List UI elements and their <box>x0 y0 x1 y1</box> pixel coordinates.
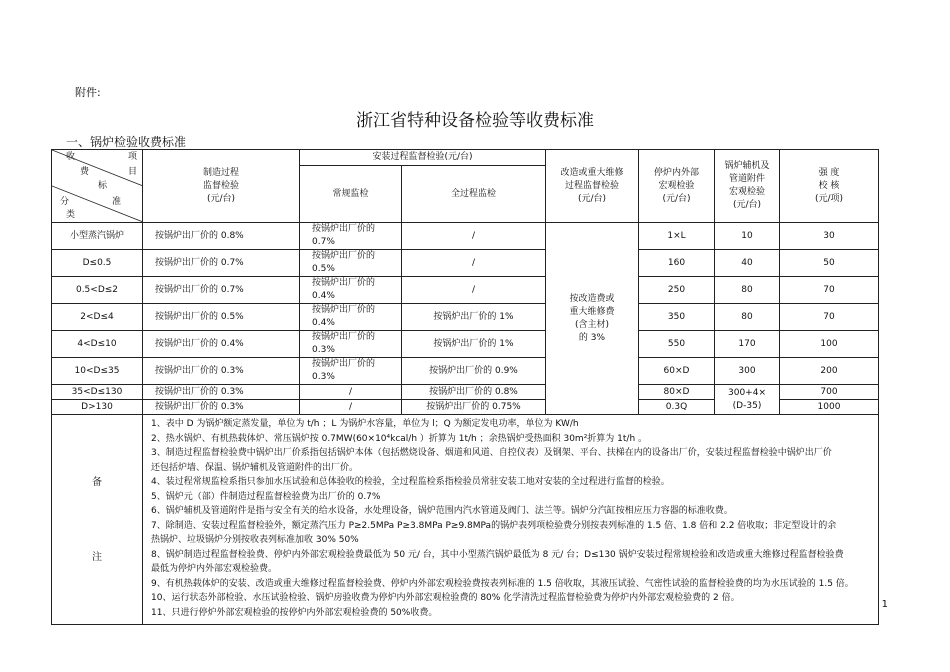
category-cell: 2<D≤4 <box>52 304 143 331</box>
category-cell: 35<D≤130 <box>52 385 143 400</box>
table-corner-cell <box>52 150 143 223</box>
regular-cell: 按锅炉出厂价的 0.4% <box>300 277 402 304</box>
strength-cell: 1000 <box>780 400 879 415</box>
manufacture-cell: 按锅炉出厂价的 0.3% <box>143 400 300 415</box>
aux-cell: 300 <box>715 358 780 385</box>
table-row <box>52 358 879 385</box>
full-cell: 按锅炉出厂价的 0.8% <box>402 385 546 400</box>
corner-label: 类 <box>66 210 76 220</box>
category-cell: 10<D≤35 <box>52 358 143 385</box>
full-cell: / <box>402 277 546 304</box>
full-cell: / <box>402 250 546 277</box>
fee-table <box>51 149 879 625</box>
regular-cell: 按锅炉出厂价的 0.4% <box>300 304 402 331</box>
aux-cell: 170 <box>715 331 780 358</box>
shutdown-cell: 1×L <box>639 223 715 250</box>
note-line: 9、有机热载体炉的安装、改造或重大维修过程监督检验费、停炉内外部宏观检验费按表列标准的 1.5 倍收取，其液压试验、气密性试验的监督检验费的均为水压试验的 1.5 倍。 <box>151 578 854 589</box>
full-cell: 按锅炉出厂价的 0.75% <box>402 400 546 415</box>
header-repair: 改造或重大维修 过程监督检验 (元/台) <box>546 150 639 223</box>
shutdown-cell: 0.3Q <box>639 400 715 415</box>
manufacture-cell: 按锅炉出厂价的 0.7% <box>143 277 300 304</box>
full-cell: 按锅炉出厂价的 1% <box>402 304 546 331</box>
table-row <box>52 385 879 400</box>
note-line: 6、锅炉辅机及管道附件是指与安全有关的给水设备，水处理设备，锅炉范围内汽水管道及阀门、法兰等。锅炉分汽缸按相应压力容器的标准收费。 <box>151 506 733 516</box>
category-cell: 0.5<D≤2 <box>52 277 143 304</box>
table-row <box>52 331 879 358</box>
note-line: 8、锅炉制造过程监督检验费、停炉内外部宏观检验费最低为 50 元/ 台，其中小型蒸汽锅炉最低为 8 元/ 台；D≤130 锅炉安装过程常规检验和改造或重大维修过程监督检验费 <box>151 549 844 560</box>
manufacture-cell: 按锅炉出厂价的 0.8% <box>143 223 300 250</box>
header-full: 全过程监检 <box>402 166 546 223</box>
shutdown-cell: 550 <box>639 331 715 358</box>
strength-cell: 70 <box>780 277 879 304</box>
full-cell: / <box>402 223 546 250</box>
shutdown-cell: 160 <box>639 250 715 277</box>
section-heading: 一、锅炉检验收费标准 <box>66 135 187 149</box>
full-cell: 按锅炉出厂价的 0.9% <box>402 358 546 385</box>
category-cell: D≤0.5 <box>52 250 143 277</box>
note-line: 2、热水锅炉、有机热载体炉、常压锅炉按 0.7MW(60×10⁴kcal/h ）折算为 1t/h ；余热锅炉受热面积 30m²折算为 1t/h 。 <box>151 433 648 444</box>
header-shutdown: 停炉内外部 宏观检验 (元/台) <box>639 150 715 223</box>
shutdown-cell: 350 <box>639 304 715 331</box>
aux-cell: 10 <box>715 223 780 250</box>
corner-label: 准 <box>112 197 122 207</box>
note-line: 7、除制造、安装过程监督检验外，额定蒸汽压力 P≥2.5MPa P≥3.8MPa P≥9.8MPa的锅炉表列项检验费分别按表列标准的 1.5 倍、1.8 倍和 2.2 倍收取；非定型设计的余 <box>151 520 837 531</box>
note-line: 4、装过程常规监检系指只参加水压试验和总体验收的检验，全过程监检系指检验员常驻安装工地对安装的全过程进行监督的检验。 <box>151 477 670 487</box>
header-install-group: 安装过程监督检验(元/台) <box>300 150 546 166</box>
manufacture-cell: 按锅炉出厂价的 0.3% <box>143 358 300 385</box>
header-aux: 锅炉辅机及 管道附件 宏观检验 (元/台) <box>715 150 780 223</box>
category-cell: 4<D≤10 <box>52 331 143 358</box>
full-cell: 按锅炉出厂价的 1% <box>402 331 546 358</box>
page-title: 浙江省特种设备检验等收费标准 <box>356 111 594 131</box>
table-row <box>52 223 879 250</box>
aux-cell: 80 <box>715 277 780 304</box>
note-line: 10、运行状态外部检验、水压试验检验、锅炉房验收费为停炉内外部宏观检验费的 80% 化学清洗过程监督检验费为停炉内外部宏观检验费的 2 倍。 <box>151 593 740 603</box>
shutdown-cell: 80×D <box>639 385 715 400</box>
aux-cell: 80 <box>715 304 780 331</box>
category-cell: D>130 <box>52 400 143 415</box>
strength-cell: 200 <box>780 358 879 385</box>
note-line: 最低为停炉内外部宏观检验费。 <box>151 564 278 574</box>
strength-cell: 50 <box>780 250 879 277</box>
corner-label: 目 <box>128 167 138 177</box>
aux-cell: 40 <box>715 250 780 277</box>
note-line: 5、锅炉元（部）件制造过程监督检验费为出厂价的 0.7% <box>151 491 381 502</box>
regular-cell: 按锅炉出厂价的 0.3% <box>300 331 402 358</box>
header-strength: 强 度 校 核 (元/项) <box>780 150 879 223</box>
category-cell: 小型蒸汽锅炉 <box>52 223 143 250</box>
strength-cell: 100 <box>780 331 879 358</box>
table-row <box>52 250 879 277</box>
table-row <box>52 277 879 304</box>
shutdown-cell: 250 <box>639 277 715 304</box>
corner-label: 收 <box>66 152 76 162</box>
strength-cell: 30 <box>780 223 879 250</box>
notes-label: 备 注 <box>52 415 143 625</box>
regular-cell: / <box>300 385 402 400</box>
manufacture-cell: 按锅炉出厂价的 0.3% <box>143 385 300 400</box>
regular-cell: 按锅炉出厂价的 0.3% <box>300 358 402 385</box>
notes-cell <box>143 415 879 625</box>
shutdown-cell: 60×D <box>639 358 715 385</box>
manufacture-cell: 按锅炉出厂价的 0.7% <box>143 250 300 277</box>
strength-cell: 70 <box>780 304 879 331</box>
strength-cell: 700 <box>780 385 879 400</box>
attachment-label: 附件: <box>75 86 101 99</box>
repair-merged-cell: 按改造费或 重大维修费 (含主材) 的 3% <box>546 223 639 415</box>
header-manufacture: 制造过程 监督检验 (元/台) <box>143 150 300 223</box>
table-row <box>52 304 879 331</box>
page-number: 1 <box>881 599 888 610</box>
corner-label: 标 <box>98 181 108 191</box>
regular-cell: 按锅炉出厂价的 0.5% <box>300 250 402 277</box>
notes-row <box>52 415 879 625</box>
note-line: 1、表中 D 为锅炉额定蒸发量，单位为 t/h ；L 为锅炉水容量，单位为 l；Q 为额定发电功率，单位为 KW/h <box>151 419 579 429</box>
regular-cell: / <box>300 400 402 415</box>
corner-label: 费 <box>80 167 90 177</box>
corner-label: 分 <box>60 197 70 207</box>
manufacture-cell: 按锅炉出厂价的 0.4% <box>143 331 300 358</box>
manufacture-cell: 按锅炉出厂价的 0.5% <box>143 304 300 331</box>
aux-merged-cell: 300+4× (D-35) <box>715 385 780 415</box>
note-line: 11、只进行停炉外部宏观检验的按停炉内外部宏观检验费的 50%收费。 <box>151 607 438 618</box>
note-line: 热锅炉、垃圾锅炉分别按收表列标准加收 30% 50% <box>151 535 359 545</box>
header-regular: 常规监检 <box>300 166 402 223</box>
corner-label: 项 <box>128 152 138 162</box>
note-line: 还包括炉墙、保温、锅炉辅机及管道附件的出厂价。 <box>151 462 359 473</box>
regular-cell: 按锅炉出厂价的 0.7% <box>300 223 402 250</box>
note-line: 3、制造过程监督检验费中锅炉出厂价系指包括锅炉本体（包括燃烧设备、烟道和风道、自控仪表）及钢架、平台、扶梯在内的设备出厂价，安装过程监督检验中锅炉出厂价 <box>151 448 832 458</box>
